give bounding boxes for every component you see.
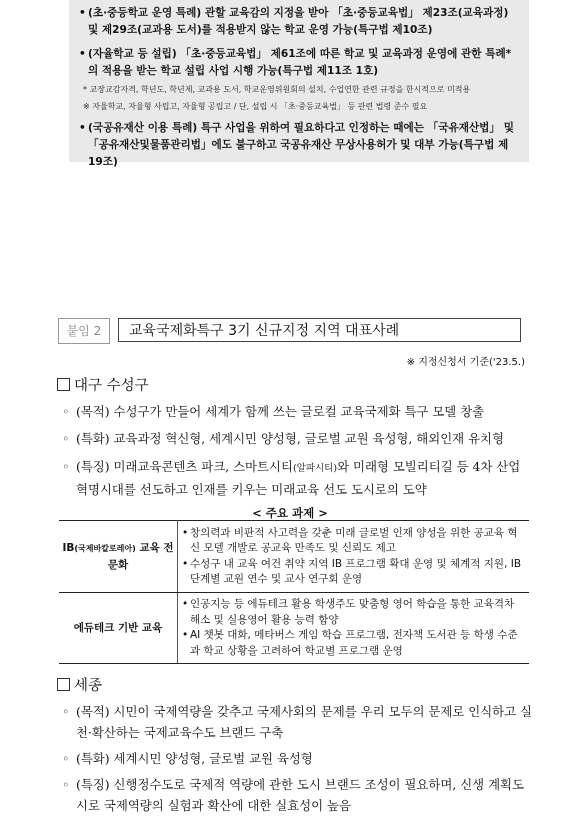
sejong-purpose xyxy=(62,701,532,743)
para-lead: (특화) xyxy=(76,431,110,446)
table-row xyxy=(59,593,529,664)
daegu-specialization xyxy=(62,428,532,449)
checkbox-square-icon xyxy=(57,378,70,391)
key-tasks-table xyxy=(59,520,529,664)
circle-bullet-icon: ◦ xyxy=(62,459,70,474)
para-text: 교육과정 혁신형, 세계시민 양성형, 글로벌 교원 육성형, 해외인재 유치형 xyxy=(109,431,504,446)
sejong-specialization xyxy=(62,748,532,769)
special-case-text: (자율학교 등 설립) 「초·중등교육법」 제61조에 따른 학교 및 교육과정 운영에 관한 특례* 의 적용을 받는 학교 설립 사업 시행 가능(특구법 제11조 1호) xyxy=(88,48,512,77)
circle-bullet-icon: ◦ xyxy=(62,751,70,766)
special-case-item xyxy=(79,120,519,171)
section-heading-daegu xyxy=(57,374,149,395)
task-label: 에듀테크 기반 교육 xyxy=(59,593,178,664)
circle-bullet-icon: ◦ xyxy=(62,404,70,419)
para-text: 미래교육콘텐츠 파크, 스마트시티 xyxy=(109,459,293,474)
sejong-features xyxy=(62,774,532,816)
section-title: 대구 수성구 xyxy=(74,378,149,394)
para-lead: (특징) xyxy=(76,777,110,792)
key-tasks-title: < 주요 과제 > xyxy=(252,506,328,520)
para-lead: (목적) xyxy=(76,404,110,419)
reference-note: ※ 자율학교, 자율형 사립고, 자율형 공립고 / 단, 설립 시 「초·중등교육법」 등 관련 법령 준수 필요 xyxy=(83,102,428,111)
basis-note: ※ 지정신청서 기준('23.5.) xyxy=(406,357,525,368)
special-case-text: (초·중등학교 운영 특례) 관할 교육감의 지정을 받아 「초·중등교육법」 제23조(교육과정) 및 제29조(교과용 도서)를 적용받지 않는 학교 운영 가능(특구법 제10조) xyxy=(88,7,509,36)
special-case-item xyxy=(79,5,519,39)
para-text: 세계시민 양성형, 글로벌 교원 육성형 xyxy=(109,751,313,766)
daegu-purpose xyxy=(62,401,532,422)
section-title: 세종 xyxy=(74,678,103,694)
special-case-text: (국공유재산 이용 특례) 특구 사업을 위하여 필요하다고 인정하는 때에는 「국유재산법」 및 「공유재산및물품관리법」에도 불구하고 국공유재산 무상사용허가 및 대부 가능(특구법 제19조) xyxy=(88,122,514,168)
checkbox-square-icon xyxy=(57,678,70,691)
para-text: 신행정수도로 국제적 역량에 관한 도시 브랜드 조성이 필요하며, 신생 계획도시로 국제역량의 실험과 확산에 대한 실효성이 높음 xyxy=(76,777,524,813)
para-text: 와 미래형 모빌리티길 등 4차 산업 혁명시대를 선도하고 인재를 키우는 미래교육 선도 도시로의 도약 xyxy=(76,459,521,497)
footnote: * 교장교감자격, 학년도, 학년제, 교과용 도서, 학교운영위원회의 설치, 수업연한 관련 규정을 한시적으로 미적용 xyxy=(83,85,471,94)
task-label: IB(국제바칼로레아) 교육 전문화 xyxy=(59,521,178,593)
para-lead: (특화) xyxy=(76,751,110,766)
attachment-title: 교육국제화특구 3기 신규지정 지역 대표사례 xyxy=(118,318,521,342)
bullet: • xyxy=(79,122,86,134)
task-item: • 수성구 내 교육 여건 취약 지역 IB 프로그램 확대 운영 및 체계적 지원, IB 단계별 교원 연수 및 교사 연구회 운영 xyxy=(182,557,522,585)
para-small-text: (알파시티) xyxy=(292,463,338,474)
task-content xyxy=(178,521,530,593)
circle-bullet-icon: ◦ xyxy=(62,431,70,446)
task-item: • 인공지능 등 에듀테크 활용 학생주도 맞춤형 영어 학습을 통한 교육격차 해소 및 실용영어 활용 능력 함양 xyxy=(182,598,515,626)
attachment-label: 붙임 2 xyxy=(58,318,110,344)
task-item: • 창의력과 비판적 사고력을 갖춘 미래 글로벌 인재 양성을 위한 공교육 혁신 모델 개발로 공교육 만족도 및 신뢰도 제고 xyxy=(182,526,518,554)
bullet: • xyxy=(79,48,86,60)
table-row xyxy=(59,521,529,593)
special-case-item xyxy=(79,46,519,80)
circle-bullet-icon: ◦ xyxy=(62,777,70,792)
legal-special-cases-box xyxy=(69,0,529,168)
para-text: 시민이 국제역량을 갖추고 국제사회의 문제를 우리 모두의 문제로 인식하고 실천·확산하는 국제교육수도 브랜드 구축 xyxy=(76,704,533,740)
section-heading-sejong xyxy=(57,674,102,695)
para-lead: (특징) xyxy=(76,459,110,474)
circle-bullet-icon: ◦ xyxy=(62,704,70,719)
para-lead: (목적) xyxy=(76,704,110,719)
bullet: • xyxy=(79,7,86,19)
para-text: 수성구가 만들어 세계가 함께 쓰는 글로컬 교육국제화 특구 모델 창출 xyxy=(109,404,485,419)
task-item: • AI 챗봇 대화, 메타버스 게임 학습 프로그램, 전자책 도서관 등 학생 수준과 학교 상황을 고려하여 학교별 프로그램 운영 xyxy=(182,629,518,657)
task-content xyxy=(178,593,530,664)
daegu-features xyxy=(62,456,532,500)
